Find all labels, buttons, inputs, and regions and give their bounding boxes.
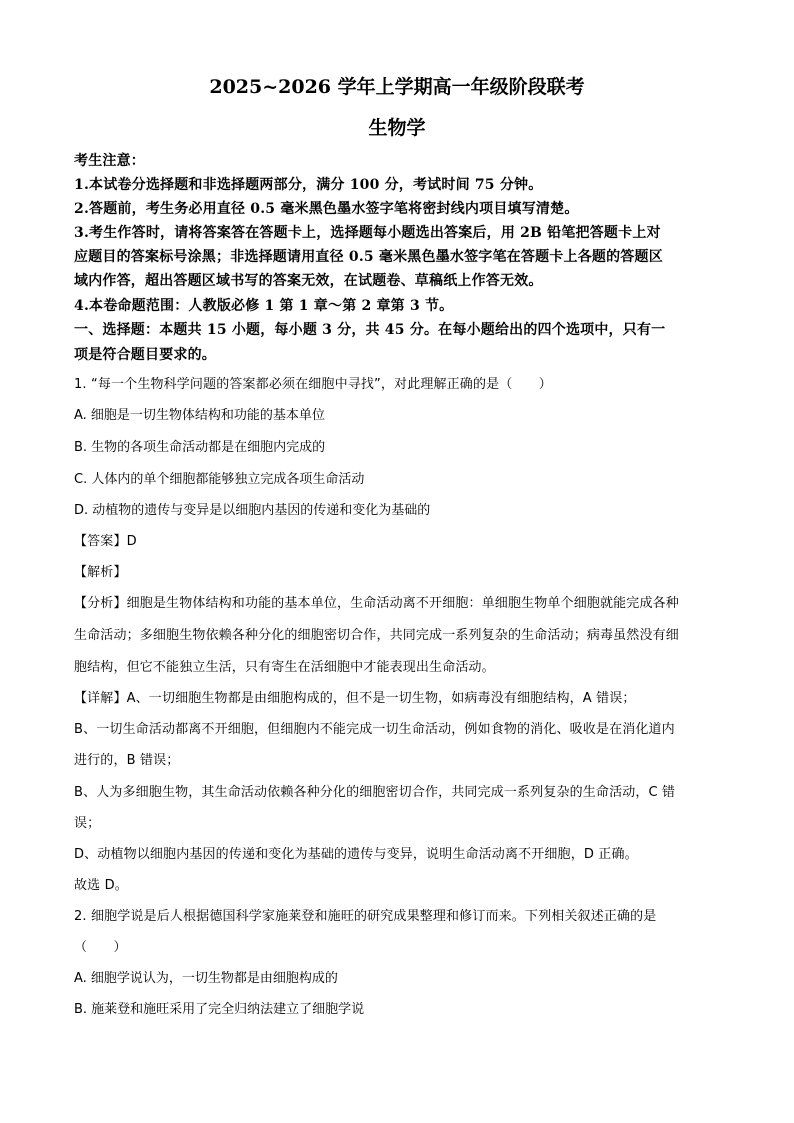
q1-analysis-line-3: 胞结构，但它不能独立生活，只有寄生在活细胞中才能表现出生命活动。 <box>74 660 495 675</box>
exam-title: 2025~2026 学年上学期高一年级阶段联考 <box>209 76 585 98</box>
q1-detail-line-1: 【详解】A、一切细胞生物都是由细胞构成的，但不是一切生物，如病毒没有细胞结构，A 错误； <box>74 691 636 706</box>
q1-analysis-line-1: 【分析】细胞是生物体结构和功能的基本单位，生命活动离不开细胞：单细胞生物单个细胞就能完成各种 <box>74 596 679 611</box>
notice-item-3-cont-1: 应题目的答案标号涂黑；非选择题请用直径 0.5 毫米黑色墨水签字笔在答题卡上各题的答题区 <box>74 249 663 265</box>
q1-option-c: C. 人体内的单个细胞都能够独立完成各项生命活动 <box>74 472 365 487</box>
notice-heading: 考生注意： <box>74 153 145 169</box>
q1-detail-line-3: 进行的，B 错误； <box>74 753 180 768</box>
section-heading: 一、选择题：本题共 15 小题，每小题 3 分，共 45 分。在每小题给出的四个选项中，只有一 <box>74 322 666 338</box>
notice-item-2: 2.答题前，考生务必用直径 0.5 毫米黑色墨水签字笔将密封线内项目填写清楚。 <box>74 201 579 217</box>
q1-answer: 【答案】D <box>74 534 137 549</box>
q1-detail-line-4: B、人为多细胞生物，其生命活动依赖各种分化的细胞密切合作，共同完成一系列复杂的生命活动，C 错 <box>74 785 676 800</box>
q2-stem-cont: （ ） <box>74 940 127 955</box>
q1-conclusion: 故选 D。 <box>74 878 128 893</box>
q1-option-d: D. 动植物的遗传与变异是以细胞内基因的传递和变化为基础的 <box>74 503 431 518</box>
subject-title: 生物学 <box>368 117 426 139</box>
q1-detail-line-6: D、动植物以细胞内基因的传递和变化为基础的遗传与变异，说明生命活动离不开细胞，D 正确。 <box>74 847 638 862</box>
notice-item-4: 4.本卷命题范围：人教版必修 1 第 1 章～第 2 章第 3 节。 <box>74 298 454 314</box>
q2-option-b: B. 施莱登和施旺采用了完全归纳法建立了细胞学说 <box>74 1002 365 1017</box>
q1-option-a: A. 细胞是一切生物体结构和功能的基本单位 <box>74 408 325 423</box>
q1-option-b: B. 生物的各项生命活动都是在细胞内完成的 <box>74 440 326 455</box>
notice-item-1: 1.本试卷分选择题和非选择题两部分，满分 100 分，考试时间 75 分钟。 <box>74 177 543 193</box>
q2-stem: 2. 细胞学说是后人根据德国科学家施莱登和施旺的研究成果整理和修订而来。下列相关叙述正确的是 <box>74 909 657 924</box>
notice-item-3: 3.考生作答时，请将答案答在答题卡上，选择题每小题选出答案后，用 2B 铅笔把答题卡上对 <box>74 225 661 241</box>
q1-stem: 1. “每一个生物科学问题的答案都必须在细胞中寻找”，对此理解正确的是（ ） <box>74 377 552 392</box>
q1-analysis-label: 【解析】 <box>74 565 127 580</box>
notice-item-3-cont-2: 域内作答，超出答题区域书写的答案无效，在试题卷、草稿纸上作答无效。 <box>74 273 543 289</box>
q1-detail-line-2: B、一切生命活动都离不开细胞，但细胞内不能完成一切生命活动，例如食物的消化、吸收是在消化道内 <box>74 722 675 737</box>
q2-option-a: A. 细胞学说认为，一切生物都是由细胞构成的 <box>74 971 338 986</box>
q1-analysis-line-2: 生命活动；多细胞生物依赖各种分化的细胞密切合作，共同完成一系列复杂的生命活动；病毒虽然没有细 <box>74 628 679 643</box>
section-heading-cont: 项是符合题目要求的。 <box>74 347 216 363</box>
q1-detail-line-5: 误； <box>74 816 101 831</box>
